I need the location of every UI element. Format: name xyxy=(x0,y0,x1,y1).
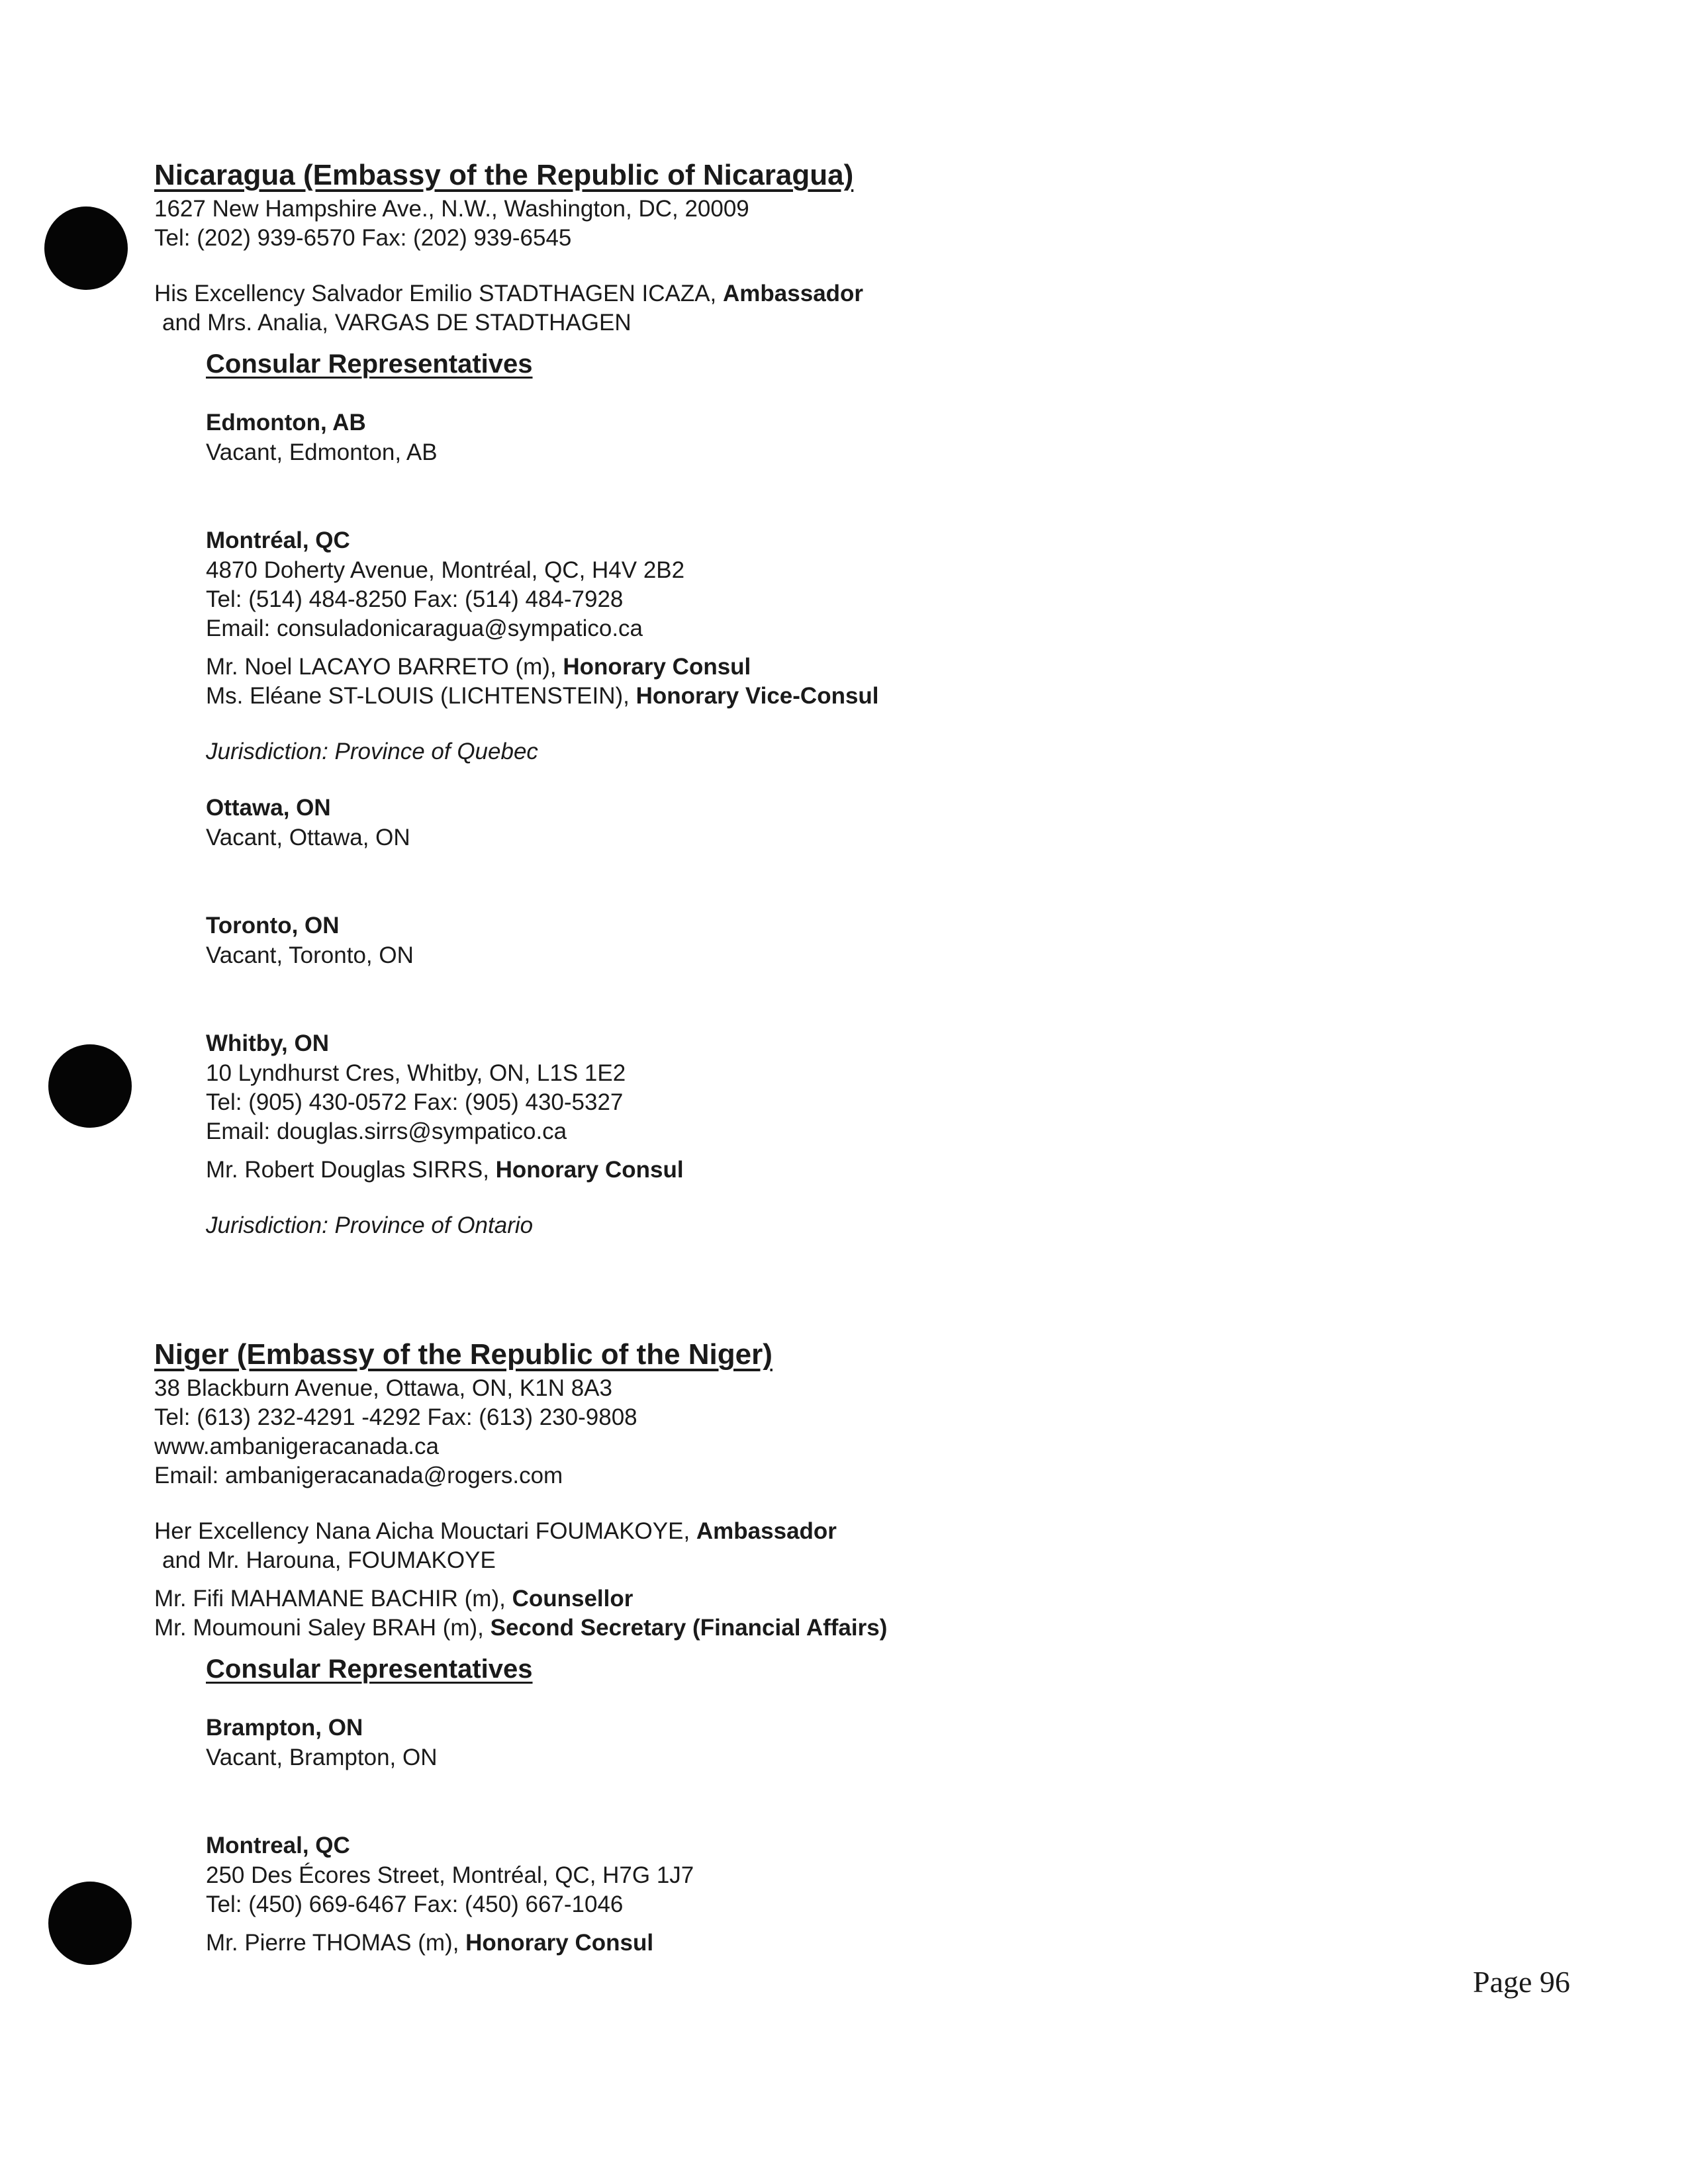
nicaragua-section xyxy=(154,156,1412,1240)
consulate-status: Vacant, Ottawa, ON xyxy=(206,825,410,850)
punch-hole-middle xyxy=(48,1044,132,1128)
consulate-phone: Tel: (450) 669-6467 Fax: (450) 667-1046 xyxy=(206,1891,624,1917)
ambassador-title: Ambassador xyxy=(696,1518,837,1544)
consulate-jurisdiction: Jurisdiction: Province of Quebec xyxy=(206,739,538,764)
ambassador-spouse: and Mr. Harouna, FOUMAKOYE xyxy=(162,1547,496,1573)
consulate-address: 250 Des Écores Street, Montréal, QC, H7G 1J7 xyxy=(206,1862,694,1888)
consulate-ottawa xyxy=(206,793,1412,852)
ambassador-entry xyxy=(154,1517,1412,1546)
staff-entry xyxy=(154,1614,1412,1643)
consulate-city: Toronto, ON xyxy=(206,913,340,938)
consul-name: Mr. Robert Douglas SIRRS, xyxy=(206,1157,496,1183)
embassy-phone: Tel: (613) 232-4291 -4292 Fax: (613) 230-9808 xyxy=(154,1404,637,1430)
consulate-city: Edmonton, AB xyxy=(206,410,366,435)
consulate-montreal xyxy=(206,525,1412,766)
consulate-city: Montréal, QC xyxy=(206,527,350,553)
consulate-status: Vacant, Edmonton, AB xyxy=(206,439,438,465)
consulate-phone: Tel: (514) 484-8250 Fax: (514) 484-7928 xyxy=(206,586,624,612)
consulate-address: 4870 Doherty Avenue, Montréal, QC, H4V 2B2 xyxy=(206,557,685,583)
consulate-city: Ottawa, ON xyxy=(206,795,331,821)
punch-hole-top xyxy=(44,206,128,290)
vice-consul-entry xyxy=(206,682,1412,711)
staff-title: Counsellor xyxy=(512,1586,633,1612)
consulate-city: Montreal, QC xyxy=(206,1833,350,1858)
consul-name: Mr. Pierre THOMAS (m), xyxy=(206,1930,466,1956)
ambassador-entry xyxy=(154,279,1412,308)
consulate-status: Vacant, Toronto, ON xyxy=(206,942,414,968)
ambassador-spouse: and Mrs. Analia, VARGAS DE STADTHAGEN xyxy=(162,310,632,336)
consulate-city: Whitby, ON xyxy=(206,1030,329,1056)
staff-entry xyxy=(154,1584,1412,1614)
consulate-montreal xyxy=(206,1831,1412,1958)
vice-consul-title: Honorary Vice-Consul xyxy=(635,683,879,709)
consul-entry xyxy=(206,1156,1412,1185)
ambassador-name: His Excellency Salvador Emilio STADTHAGEN ICAZA, xyxy=(154,281,724,306)
consul-title: Honorary Consul xyxy=(465,1930,654,1956)
consulate-city: Brampton, ON xyxy=(206,1715,363,1741)
page-number: Page 96 xyxy=(1473,1965,1570,1999)
consular-heading: Consular Representatives xyxy=(206,1655,533,1684)
ambassador-name: Her Excellency Nana Aicha Mouctari FOUMAKOYE, xyxy=(154,1518,696,1544)
consul-entry xyxy=(206,653,1412,682)
consulate-address: 10 Lyndhurst Cres, Whitby, ON, L1S 1E2 xyxy=(206,1060,626,1086)
staff-name: Mr. Fifi MAHAMANE BACHIR (m), xyxy=(154,1586,512,1612)
consular-heading: Consular Representatives xyxy=(206,349,533,379)
consulate-whitby xyxy=(206,1028,1412,1240)
consulate-phone: Tel: (905) 430-0572 Fax: (905) 430-5327 xyxy=(206,1089,624,1115)
staff-name: Mr. Moumouni Saley BRAH (m), xyxy=(154,1615,491,1641)
country-heading-nicaragua: Nicaragua (Embassy of the Republic of Nicaragua) xyxy=(154,159,854,191)
consulate-email: Email: consuladonicaragua@sympatico.ca xyxy=(206,615,643,641)
consulate-toronto xyxy=(206,911,1412,970)
niger-section xyxy=(154,1336,1412,1958)
consul-title: Honorary Consul xyxy=(563,654,751,680)
embassy-address: 1627 New Hampshire Ave., N.W., Washington, DC, 20009 xyxy=(154,196,749,222)
consul-entry xyxy=(206,1929,1412,1958)
consulate-brampton xyxy=(206,1713,1412,1772)
vice-consul-name: Ms. Eléane ST-LOUIS (LICHTENSTEIN), xyxy=(206,683,636,709)
embassy-email: Email: ambanigeracanada@rogers.com xyxy=(154,1463,563,1488)
country-heading-niger: Niger (Embassy of the Republic of the Niger) xyxy=(154,1338,773,1371)
consulate-edmonton xyxy=(206,408,1412,467)
staff-title: Second Secretary (Financial Affairs) xyxy=(490,1615,888,1641)
embassy-address: 38 Blackburn Avenue, Ottawa, ON, K1N 8A3 xyxy=(154,1375,612,1401)
ambassador-title: Ambassador xyxy=(723,281,864,306)
consulate-status: Vacant, Brampton, ON xyxy=(206,1745,438,1770)
consulate-email: Email: douglas.sirrs@sympatico.ca xyxy=(206,1118,567,1144)
embassy-phone: Tel: (202) 939-6570 Fax: (202) 939-6545 xyxy=(154,225,572,251)
consulate-jurisdiction: Jurisdiction: Province of Ontario xyxy=(206,1212,534,1238)
embassy-website: www.ambanigeracanada.ca xyxy=(154,1433,439,1459)
punch-hole-bottom xyxy=(48,1882,132,1965)
consul-name: Mr. Noel LACAYO BARRETO (m), xyxy=(206,654,563,680)
consul-title: Honorary Consul xyxy=(495,1157,684,1183)
